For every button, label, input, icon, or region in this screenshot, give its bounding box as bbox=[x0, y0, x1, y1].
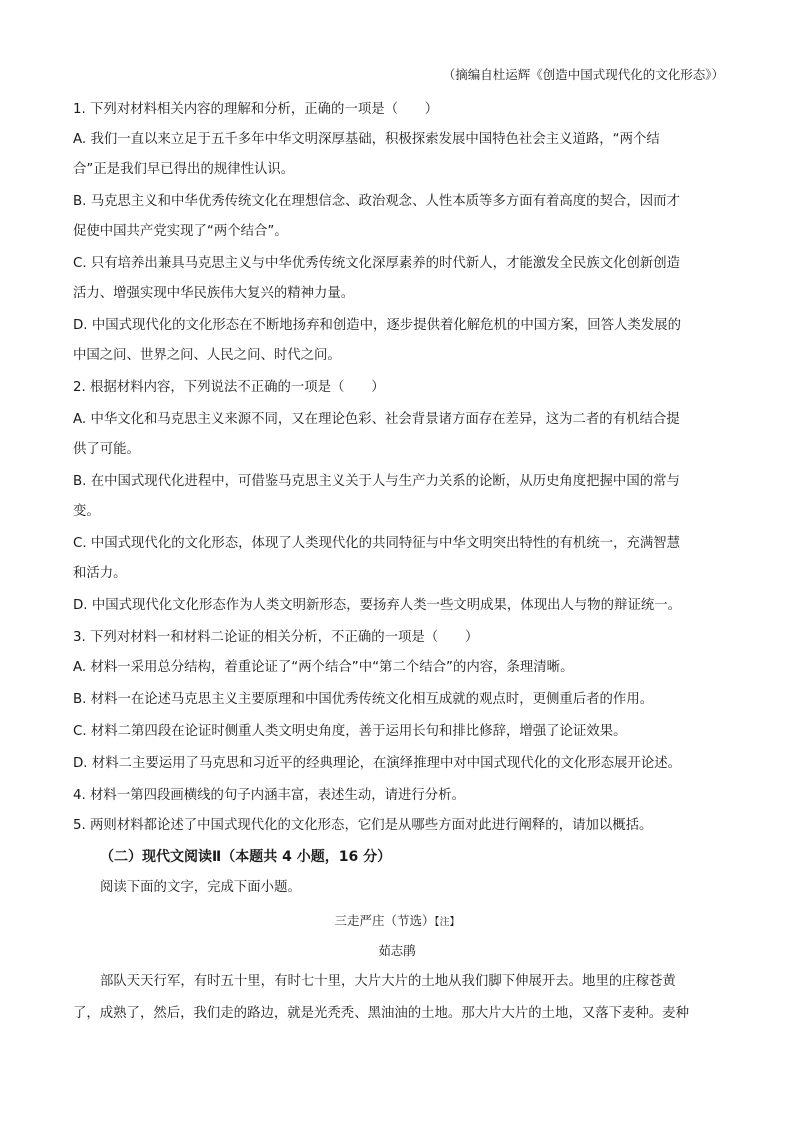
question-1-option-c-cont: 活力、增强实现中华民族伟大复兴的精神力量。 bbox=[73, 286, 355, 301]
question-2-option-a: A. 中华文化和马克思主义来源不同，又在理论色彩、社会背景诸方面存在差异，这为二者的有机结合提 bbox=[73, 412, 680, 427]
section-instructions: 阅读下面的文字，完成下面小题。 bbox=[100, 880, 301, 895]
story-paragraph-line-2: 了，成熟了，然后，我们走的路边，就是光秃秃、黑油油的土地。那大片大片的土地，又落下麦种。麦种 bbox=[73, 1006, 689, 1021]
question-3-option-a: A. 材料一采用总分结构，着重论证了“两个结合”中“第二个结合”的内容，条理清晰。 bbox=[73, 660, 574, 675]
question-1-option-c: C. 只有培养出兼具马克思主义与中华优秀传统文化深厚素养的时代新人，才能激发全民族文化创新创造 bbox=[73, 256, 681, 271]
question-2-option-a-cont: 供了可能。 bbox=[73, 442, 140, 457]
story-author: 茹志鹃 bbox=[378, 943, 416, 958]
story-paragraph-line-1: 部队天天行军，有时五十里，有时七十里，大片大片的土地从我们脚下伸展开去。地里的庄稼苍黄 bbox=[100, 974, 676, 989]
question-1-option-b-cont: 促使中国共产党实现了“两个结合”。 bbox=[73, 224, 288, 239]
question-2-option-c-cont: 和活力。 bbox=[73, 566, 127, 581]
question-2-option-b-cont: 变。 bbox=[73, 504, 100, 519]
question-3-option-d: D. 材料二主要运用了马克思和习近平的经典理论，在演绎推理中对中国式现代化的文化形态展开论述。 bbox=[73, 756, 682, 771]
section-heading: （二）现代文阅读Ⅱ（本题共 4 小题，16 分） bbox=[100, 849, 392, 865]
question-3-option-c: C. 材料二第四段在论证时侧重人类文明史角度，善于运用长句和排比修辞，增强了论证效果。 bbox=[73, 724, 627, 739]
source-citation: （摘编自杜运辉《创造中国式现代化的文化形态》） bbox=[442, 67, 724, 82]
question-1-option-d: D. 中国式现代化的文化形态在不断地扬弃和创造中，逐步提供着化解危机的中国方案，回答人类发展的 bbox=[73, 318, 682, 333]
question-2-option-b: B. 在中国式现代化进程中，可借鉴马克思主义关于人与生产力关系的论断，从历史角度把握中国的常与 bbox=[73, 474, 680, 489]
footnote-marker: 【注】 bbox=[434, 917, 460, 928]
question-3-stem: 3. 下列对材料一和材料二论证的相关分析，不正确的一项是（ ） bbox=[73, 630, 479, 645]
question-2-stem: 2. 根据材料内容，下列说法不正确的一项是（ ） bbox=[73, 380, 385, 395]
question-4: 4. 材料一第四段画横线的句子内涵丰富，表述生动，请进行分析。 bbox=[73, 788, 465, 803]
question-5: 5. 两则材料都论述了中国式现代化的文化形态，它们是从哪些方面对此进行阐释的，请加以概括。 bbox=[73, 818, 653, 833]
question-3-option-b: B. 材料一在论述马克思主义主要原理和中国优秀传统文化相互成就的观点时，更侧重后者的作用。 bbox=[73, 692, 654, 707]
question-1-option-a-cont: 合”正是我们早已得出的规律性认识。 bbox=[73, 162, 295, 177]
question-1-option-a: A. 我们一直以来立足于五千多年中华文明深厚基础，积极探索发展中国特色社会主义道路，“两个结 bbox=[73, 132, 660, 147]
story-title bbox=[0, 912, 794, 932]
question-2-option-d: D. 中国式现代化文化形态作为人类文明新形态，要扬弃人类一些文明成果，体现出人与物的辩证统一。 bbox=[73, 598, 682, 613]
story-title-text: 三走严庄（节选） bbox=[334, 913, 435, 928]
question-2-option-c: C. 中国式现代化的文化形态，体现了人类现代化的共同特征与中华文明突出特性的有机统一，充满智慧 bbox=[73, 536, 681, 551]
question-1-option-d-cont: 中国之问、世界之问、人民之问、时代之问。 bbox=[73, 348, 341, 363]
question-1-option-b: B. 马克思主义和中华优秀传统文化在理想信念、政治观念、人性本质等多方面有着高度的契合，因而才 bbox=[73, 194, 680, 209]
question-1-stem: 1. 下列对材料相关内容的理解和分析，正确的一项是（ ） bbox=[73, 102, 439, 117]
